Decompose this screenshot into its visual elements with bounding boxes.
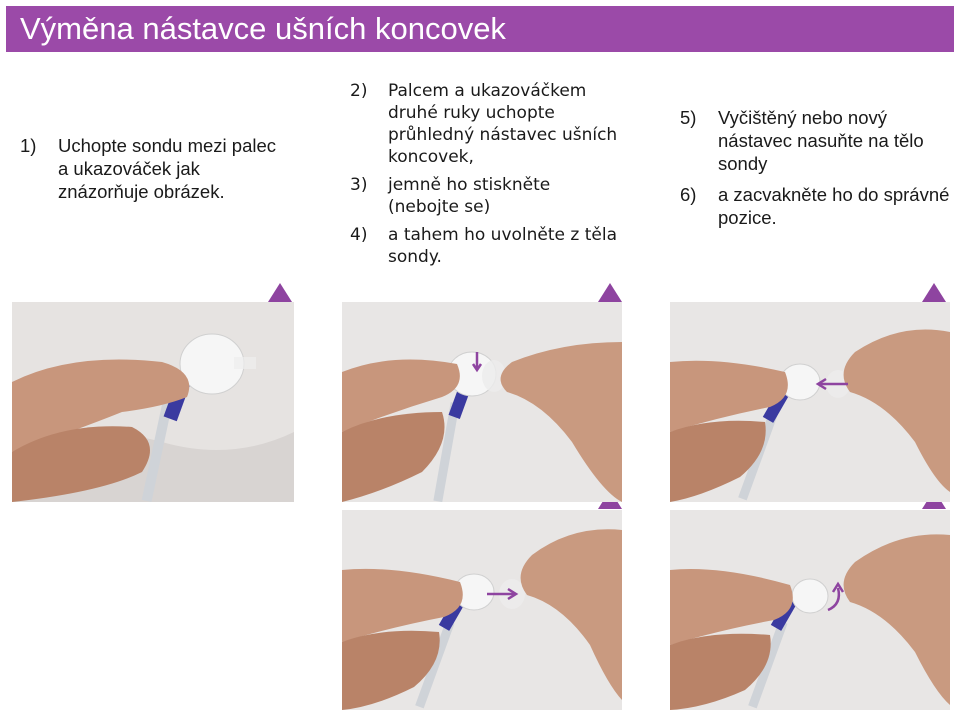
step-number: 4) bbox=[350, 225, 368, 245]
triangle-marker-icon bbox=[922, 283, 946, 302]
step-text: Uchopte sondu mezi palec a ukazováček jak znázorňuje obrázek. bbox=[58, 135, 277, 202]
step-number: 5) bbox=[680, 107, 697, 128]
step-number: 6) bbox=[680, 184, 697, 205]
photo-step-5 bbox=[670, 302, 950, 502]
triangle-marker-icon bbox=[268, 283, 292, 302]
photo-step-6 bbox=[670, 510, 950, 710]
step-text: a zacvakněte ho do správné pozice. bbox=[718, 184, 950, 228]
photo-step-2-4 bbox=[342, 302, 622, 502]
instruction-column-2 bbox=[350, 80, 618, 274]
photo-step-1 bbox=[12, 302, 294, 502]
step-text: jemně ho stiskněte (nebojte se) bbox=[388, 175, 551, 217]
step-text: Palcem a ukazováčkem druhé ruky uchopte průhledný nástavec ušních koncovek, bbox=[388, 81, 618, 167]
step-text: Vyčištěný nebo nový nástavec nasuňte na tělo sondy bbox=[718, 107, 924, 174]
step-number: 3) bbox=[350, 175, 368, 195]
step-number: 1) bbox=[20, 135, 37, 156]
step-1 bbox=[20, 134, 290, 203]
instruction-column-3 bbox=[680, 106, 950, 237]
photo-step-4 bbox=[342, 510, 622, 710]
step-number: 2) bbox=[350, 81, 368, 101]
instruction-column-1 bbox=[20, 134, 290, 211]
step-2 bbox=[350, 80, 618, 168]
triangle-marker-icon bbox=[598, 283, 622, 302]
step-6 bbox=[680, 183, 950, 229]
step-5 bbox=[680, 106, 950, 175]
step-text: a tahem ho uvolněte z těla sondy. bbox=[388, 225, 617, 267]
step-4 bbox=[350, 224, 618, 268]
page-title: Výměna nástavce ušních koncovek bbox=[6, 6, 954, 52]
step-3 bbox=[350, 174, 618, 218]
